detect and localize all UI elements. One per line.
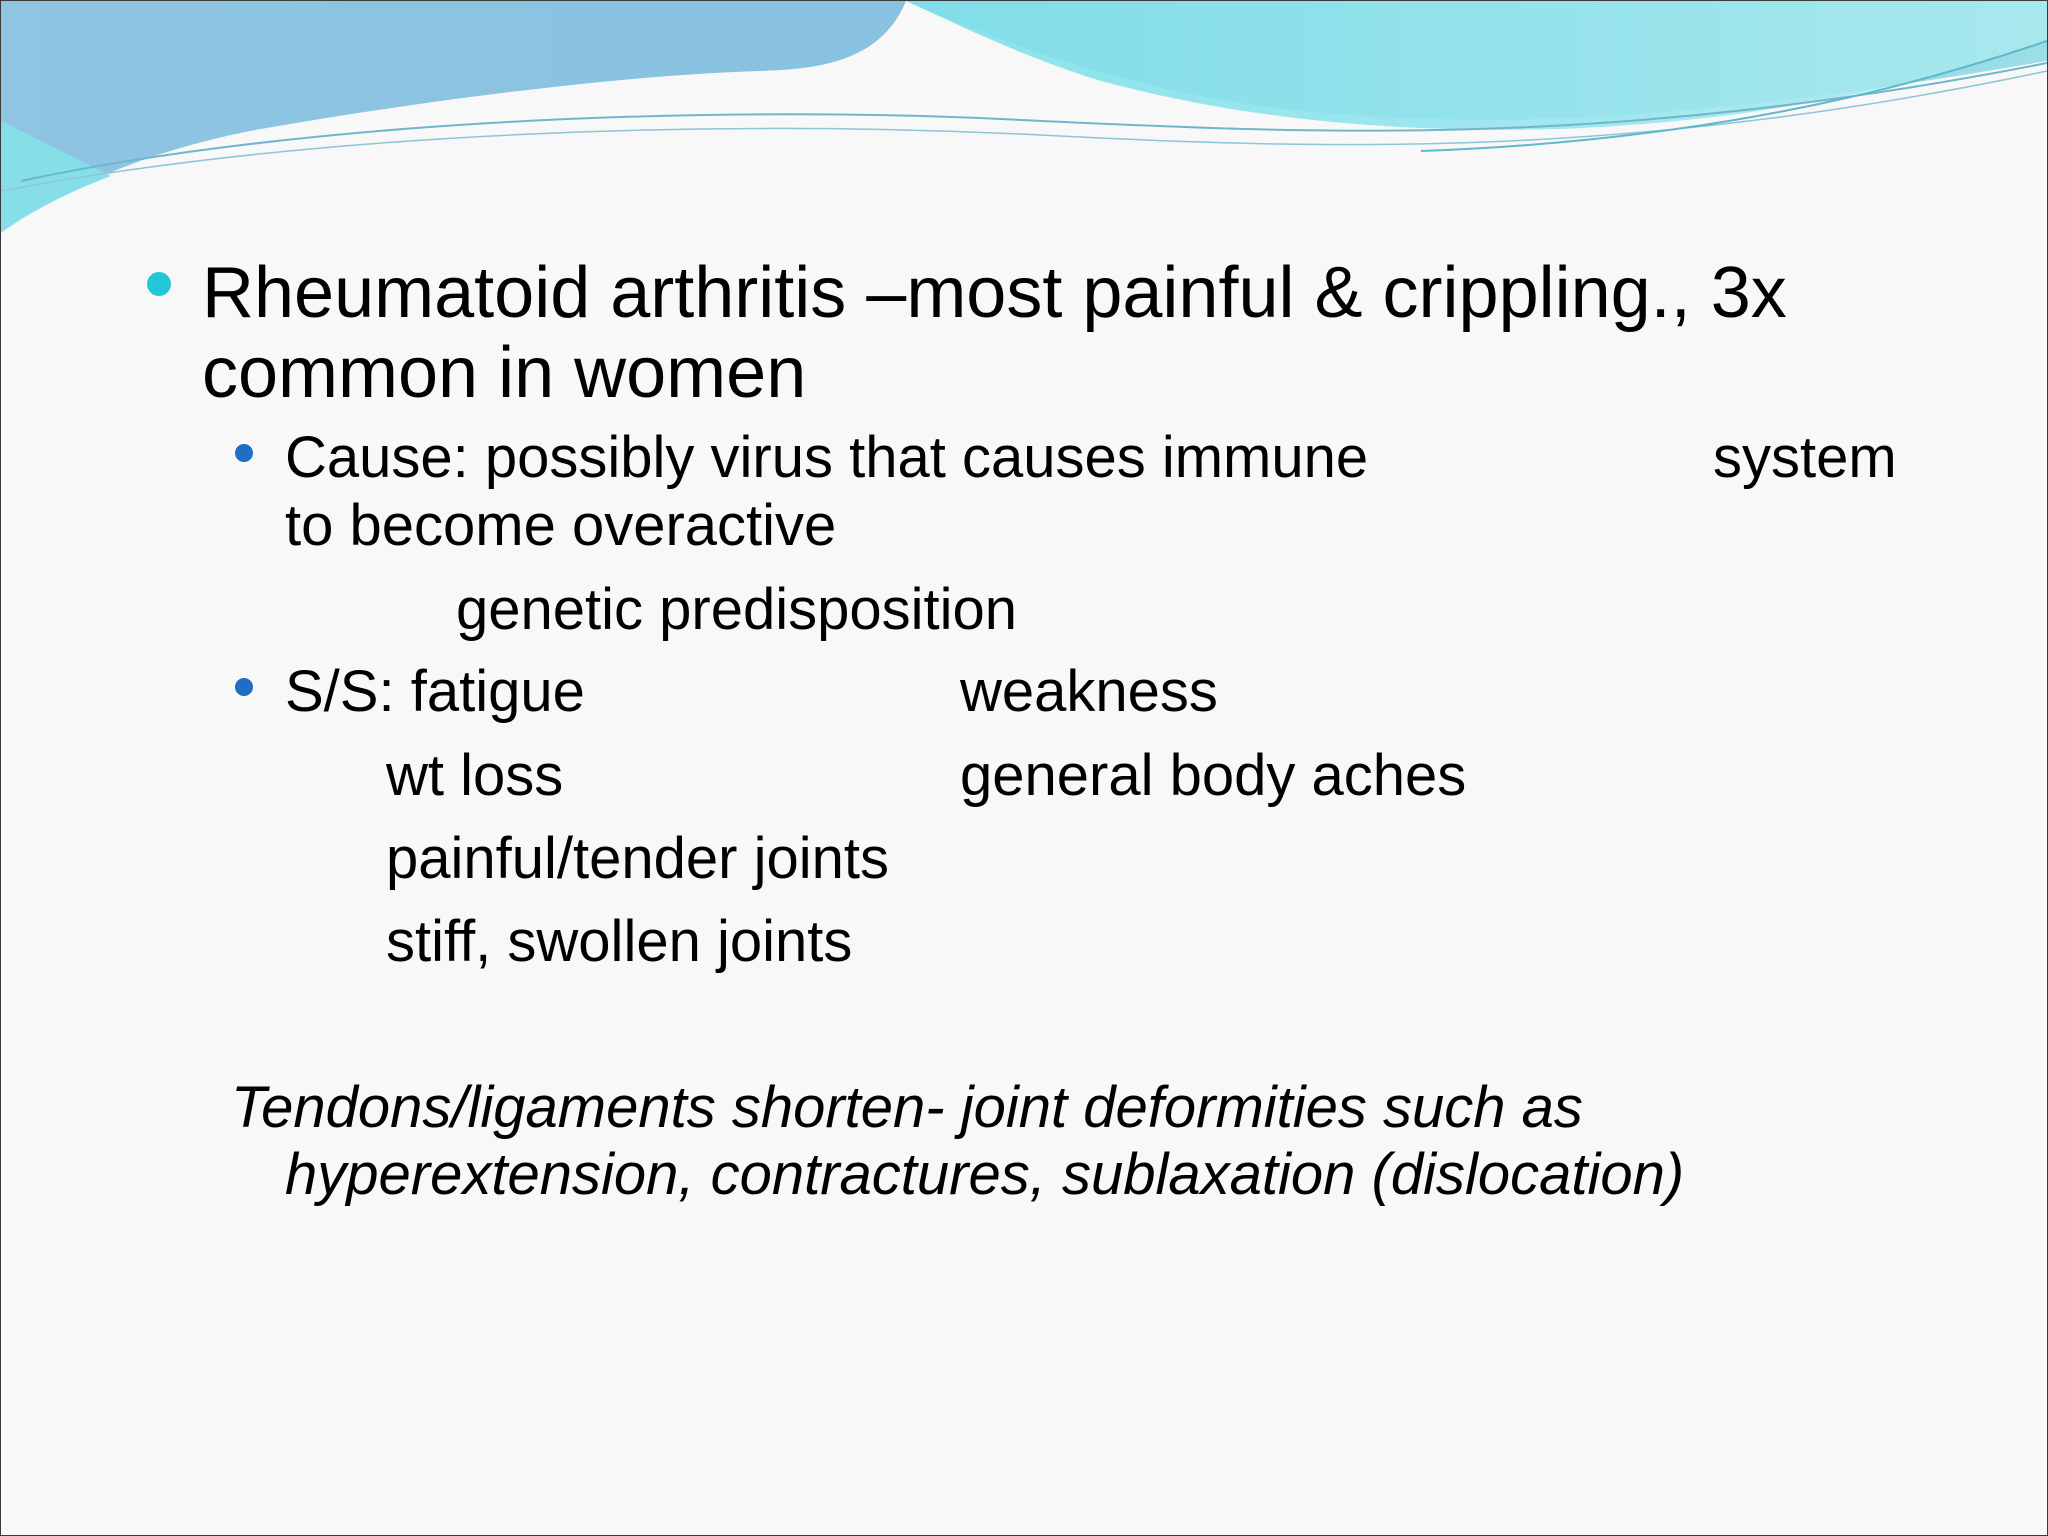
cause-line2: to become overactive [285,493,837,558]
cause-line1: Cause: possibly virus that causes immune [285,425,1369,490]
signs-row1-left: S/S: fatigue [285,659,585,724]
signs-row2-left: wt loss [386,743,564,808]
note-line2: hyperextension, contractures, sublaxation (dislocation) [285,1142,1685,1207]
header-wave-decoration [1,1,2047,241]
signs-row4: stiff, swollen joints [386,909,853,974]
cause-line3: genetic predisposition [456,577,1018,642]
bullet1-line2: common in women [202,333,807,413]
bullet-level1-icon [147,272,171,296]
bullet-cause-icon [235,444,253,462]
note-line1: Tendons/ligaments shorten- joint deformities such as [231,1075,1583,1140]
cause-line1-right: system [1713,425,1897,490]
bullet1-line1: Rheumatoid arthritis –most painful & crippling., 3x [202,253,1787,333]
signs-row2-right: general body aches [960,743,1467,808]
signs-row1-right: weakness [960,659,1218,724]
bullet-signs-icon [235,678,253,696]
signs-row3: painful/tender joints [386,826,889,891]
